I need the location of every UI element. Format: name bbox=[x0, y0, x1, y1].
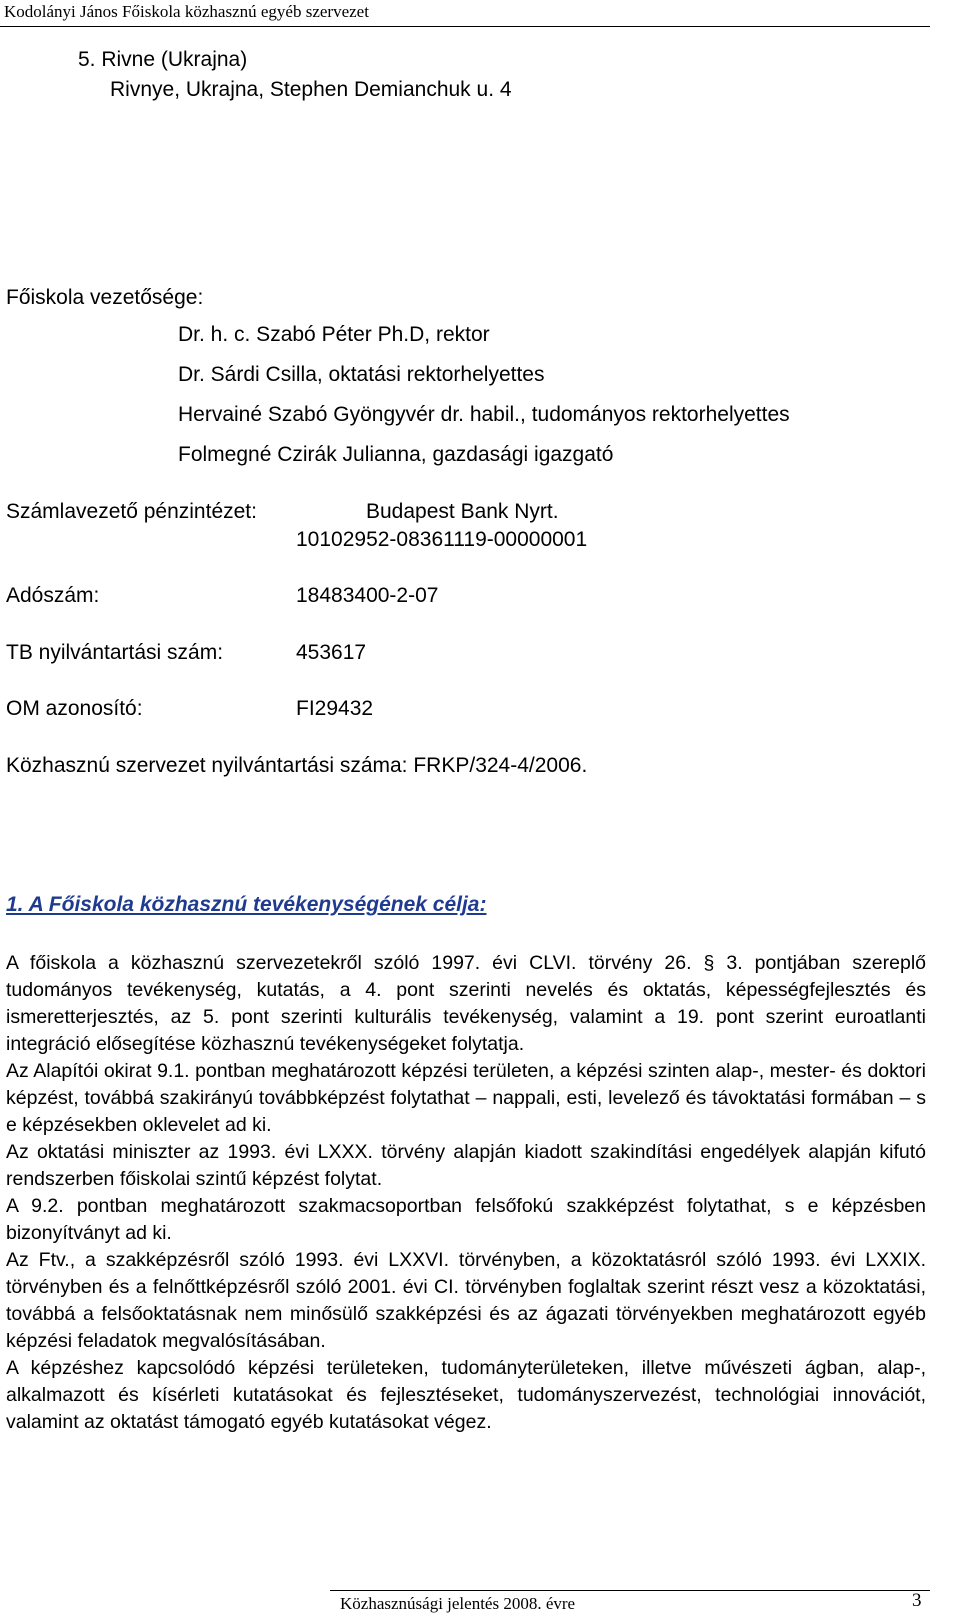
section-body bbox=[6, 950, 926, 1436]
paragraph: A 9.2. pontban meghatározott szakmacsoportban felsőfokú szakképzést folytathat, s e képzésben bizonyítványt ad ki. bbox=[6, 1195, 926, 1244]
paragraph: Az Ftv., a szakképzésről szóló 1993. évi LXXVI. törvényben, a közoktatásról szóló 1993. évi LXXIX. törvényben és a felnőttképzésről szóló 2001. évi CI. törvényben foglaltak szerint részt vesz a közoktatási, továbbá a felsőoktatásnak nem minősülő szakképzési és az ágazati törvényekben meghatározott egyéb képzési feladatok megvalósításában. bbox=[6, 1249, 926, 1352]
om-value: FI29432 bbox=[296, 697, 374, 720]
paragraph: Az Alapítói okirat 9.1. pontban meghatározott képzési területen, a képzési szinten alap-, mester- és doktori képzést, továbbá szakirányú továbbképzést folytathat – nappali, esti, levelező és távoktatási formában – s e képzésekben oklevelet ad ki. bbox=[6, 1060, 926, 1136]
footer-title: Közhasznúsági jelentés 2008. évre bbox=[340, 1594, 576, 1613]
tb-value: 453617 bbox=[296, 641, 367, 664]
paragraph: Az oktatási miniszter az 1993. évi LXXX. törvény alapján kiadott szakindítási engedélyek alapján kifutó rendszerben főiskolai szintű képzést folytat. bbox=[6, 1141, 926, 1190]
section-heading: 1. A Főiskola közhasznú tevékenységének célja: bbox=[6, 893, 487, 916]
om-label: OM azonosító: bbox=[6, 697, 143, 720]
page-number: 3 bbox=[912, 1590, 922, 1611]
paragraph: A képzéshez kapcsolódó képzési területeken, tudományterületeken, illetve művészeti ágban, alap-, alkalmazott és kísérleti kutatásokat és fejlesztéseket, tudományszervezést, technológiai innovációt, valamint az oktatást támogató egyéb kutatásokat végez. bbox=[6, 1357, 926, 1433]
leadership-member: Dr. h. c. Szabó Péter Ph.D, rektor bbox=[178, 323, 490, 346]
leadership-member: Hervainé Szabó Gyöngyvér dr. habil., tudományos rektorhelyettes bbox=[178, 403, 790, 426]
bank-name: Budapest Bank Nyrt. bbox=[366, 500, 559, 523]
tax-label: Adószám: bbox=[6, 584, 100, 607]
address-line-2: Rivnye, Ukrajna, Stephen Demianchuk u. 4 bbox=[110, 78, 512, 101]
paragraph: A főiskola a közhasznú szervezetekről szóló 1997. évi CLVI. törvény 26. § 3. pontjában szereplő tudományos tevékenység, kutatás, a 4. pont szerinti nevelés és oktatás, képességfejlesztés és ismeretterjesztés, az 5. pont szerinti kulturális tevékenység, valamint a 19. pont szerint euroatlanti integráció elősegítése közhasznú tevékenységeket folytatja. bbox=[6, 952, 926, 1055]
tax-value: 18483400-2-07 bbox=[296, 584, 439, 607]
page-header bbox=[0, 0, 960, 30]
header-org: Kodolányi János Főiskola közhasznú egyéb szervezet bbox=[4, 2, 369, 21]
leadership-label: Főiskola vezetősége: bbox=[6, 286, 204, 309]
bank-account: 10102952-08361119-00000001 bbox=[296, 528, 588, 551]
bank-label: Számlavezető pénzintézet: bbox=[6, 500, 257, 523]
leadership-member: Dr. Sárdi Csilla, oktatási rektorhelyettes bbox=[178, 363, 545, 386]
registry-line: Közhasznú szervezet nyilvántartási száma: FRKP/324-4/2006. bbox=[6, 754, 588, 777]
page-footer bbox=[0, 1580, 960, 1617]
leadership-member: Folmegné Czirák Julianna, gazdasági igazgató bbox=[178, 443, 614, 466]
address-line-1: 5. Rivne (Ukrajna) bbox=[78, 48, 248, 71]
header-rule bbox=[0, 26, 930, 27]
footer-rule bbox=[330, 1590, 930, 1591]
tb-label: TB nyilvántartási szám: bbox=[6, 641, 224, 664]
